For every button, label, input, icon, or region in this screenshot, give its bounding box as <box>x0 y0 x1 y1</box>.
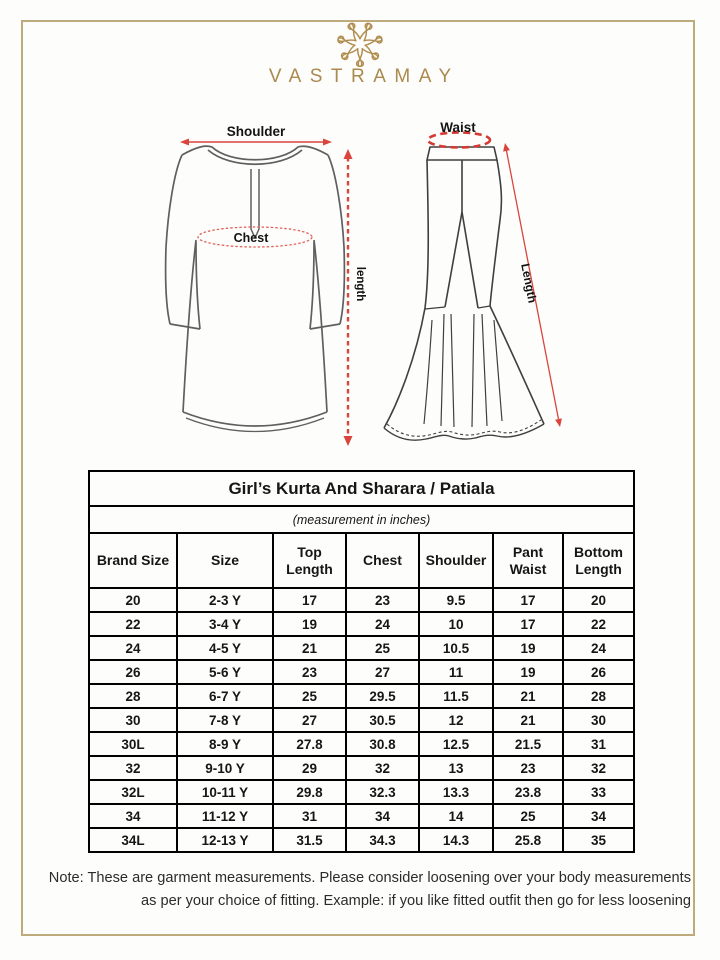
column-header: Top Length <box>273 533 346 588</box>
cell: 30L <box>89 732 177 756</box>
cell: 7-8 Y <box>177 708 273 732</box>
cell: 27 <box>273 708 346 732</box>
table-row <box>89 708 634 732</box>
brand-wordmark: VASTRAMAY <box>268 66 460 87</box>
table-row <box>89 588 634 612</box>
cell: 19 <box>493 660 563 684</box>
shoulder-arrow <box>180 139 332 146</box>
cell: 12.5 <box>419 732 493 756</box>
table-row <box>89 756 634 780</box>
cell: 8-9 Y <box>177 732 273 756</box>
cell: 17 <box>273 588 346 612</box>
cell: 4-5 Y <box>177 636 273 660</box>
cell: 2-3 Y <box>177 588 273 612</box>
cell: 30.8 <box>346 732 419 756</box>
column-header: Shoulder <box>419 533 493 588</box>
cell: 21 <box>493 708 563 732</box>
cell: 25 <box>273 684 346 708</box>
cell: 29.5 <box>346 684 419 708</box>
cell: 30 <box>89 708 177 732</box>
cell: 20 <box>89 588 177 612</box>
kurta-diagram <box>150 112 370 452</box>
cell: 5-6 Y <box>177 660 273 684</box>
cell: 34L <box>89 828 177 852</box>
column-header: Bottom Length <box>563 533 634 588</box>
cell: 19 <box>493 636 563 660</box>
cell: 31.5 <box>273 828 346 852</box>
cell: 34 <box>346 804 419 828</box>
sharara-diagram <box>378 108 618 452</box>
cell: 28 <box>89 684 177 708</box>
cell: 27.8 <box>273 732 346 756</box>
table-row <box>89 684 634 708</box>
cell: 30 <box>563 708 634 732</box>
table-row <box>89 804 634 828</box>
cell: 32 <box>563 756 634 780</box>
cell: 10 <box>419 612 493 636</box>
shoulder-label: Shoulder <box>226 124 286 139</box>
kurta-length-label: length <box>354 266 366 302</box>
cell: 21 <box>273 636 346 660</box>
ornamental-star-icon <box>337 21 383 67</box>
cell: 21.5 <box>493 732 563 756</box>
cell: 14.3 <box>419 828 493 852</box>
table-row <box>89 732 634 756</box>
cell: 29 <box>273 756 346 780</box>
cell: 32 <box>346 756 419 780</box>
cell: 33 <box>563 780 634 804</box>
cell: 12-13 Y <box>177 828 273 852</box>
table-row <box>89 636 634 660</box>
cell: 23 <box>346 588 419 612</box>
cell: 26 <box>563 660 634 684</box>
cell: 13 <box>419 756 493 780</box>
table-row <box>89 660 634 684</box>
cell: 29.8 <box>273 780 346 804</box>
cell: 34 <box>89 804 177 828</box>
cell: 30.5 <box>346 708 419 732</box>
cell: 21 <box>493 684 563 708</box>
cell: 10.5 <box>419 636 493 660</box>
table-row <box>89 828 634 852</box>
column-header: Size <box>177 533 273 588</box>
cell: 24 <box>346 612 419 636</box>
cell: 34.3 <box>346 828 419 852</box>
cell: 24 <box>89 636 177 660</box>
waist-label: Waist <box>440 120 476 135</box>
cell: 25 <box>493 804 563 828</box>
cell: 24 <box>563 636 634 660</box>
cell: 27 <box>346 660 419 684</box>
table-row <box>89 612 634 636</box>
cell: 32 <box>89 756 177 780</box>
cell: 9.5 <box>419 588 493 612</box>
column-header: Pant Waist <box>493 533 563 588</box>
cell: 3-4 Y <box>177 612 273 636</box>
cell: 25 <box>346 636 419 660</box>
cell: 6-7 Y <box>177 684 273 708</box>
cell: 32L <box>89 780 177 804</box>
sharara-outline <box>384 147 544 440</box>
cell: 23 <box>493 756 563 780</box>
kurta-outline <box>166 146 345 431</box>
cell: 34 <box>563 804 634 828</box>
cell: 22 <box>89 612 177 636</box>
cell: 32.3 <box>346 780 419 804</box>
cell: 9-10 Y <box>177 756 273 780</box>
table-row <box>89 780 634 804</box>
cell: 26 <box>89 660 177 684</box>
cell: 11.5 <box>419 684 493 708</box>
cell: 19 <box>273 612 346 636</box>
column-header-row <box>89 533 634 588</box>
kurta-length-arrow <box>344 149 353 446</box>
cell: 14 <box>419 804 493 828</box>
column-header: Brand Size <box>89 533 177 588</box>
cell: 17 <box>493 588 563 612</box>
table-title: Girl’s Kurta And Sharara / Patiala <box>89 471 634 506</box>
cell: 20 <box>563 588 634 612</box>
table-subtitle: (measurement in inches) <box>89 506 634 533</box>
cell: 12 <box>419 708 493 732</box>
chest-label: Chest <box>233 231 269 245</box>
sharara-length-label: Length <box>518 262 540 305</box>
cell: 23.8 <box>493 780 563 804</box>
column-header: Chest <box>346 533 419 588</box>
cell: 31 <box>273 804 346 828</box>
cell: 17 <box>493 612 563 636</box>
cell: 22 <box>563 612 634 636</box>
cell: 11 <box>419 660 493 684</box>
cell: 13.3 <box>419 780 493 804</box>
measurement-note: Note: These are garment measurements. Please consider loosening over your body measurements as per your choice of fitting. Example: if you like fitted outfit then go for less loosening <box>48 870 691 909</box>
cell: 11-12 Y <box>177 804 273 828</box>
size-chart-table <box>88 470 635 853</box>
cell: 35 <box>563 828 634 852</box>
cell: 23 <box>273 660 346 684</box>
cell: 28 <box>563 684 634 708</box>
cell: 31 <box>563 732 634 756</box>
cell: 10-11 Y <box>177 780 273 804</box>
cell: 25.8 <box>493 828 563 852</box>
